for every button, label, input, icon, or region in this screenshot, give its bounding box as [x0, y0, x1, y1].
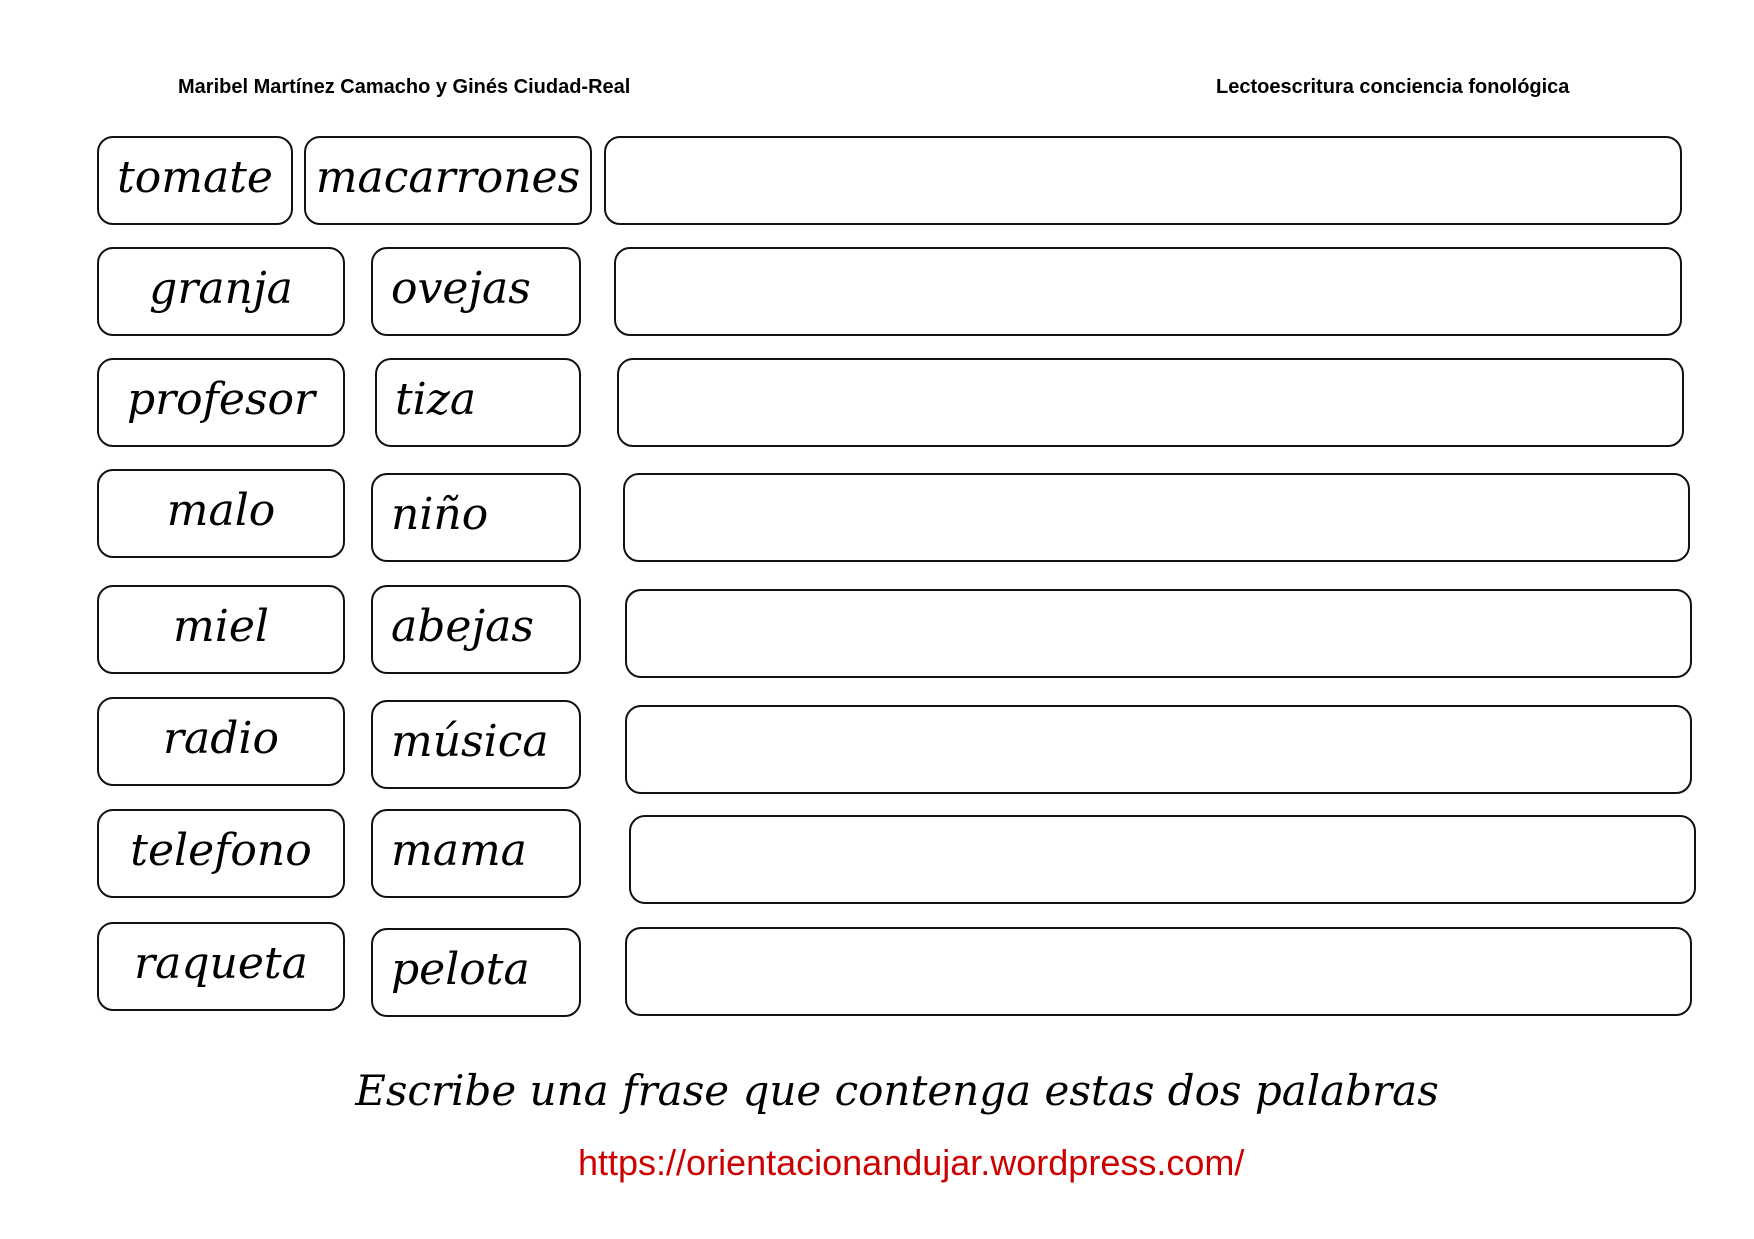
word-box-1-left: [97, 136, 293, 225]
word-3-left: profesor: [126, 373, 316, 425]
word-box-6-left: [97, 697, 345, 786]
word-6-left: radio: [163, 712, 279, 764]
word-2-right: ovejas: [391, 262, 531, 314]
word-8-left: raqueta: [134, 937, 308, 989]
instruction-text: Escribe una frase que contenga estas dos palabras: [355, 1066, 1439, 1115]
word-box-4-right: [371, 473, 581, 562]
word-box-1-right: [304, 136, 592, 225]
answer-box-7[interactable]: [629, 815, 1696, 904]
word-box-5-left: [97, 585, 345, 674]
answer-box-6[interactable]: [625, 705, 1692, 794]
word-3-right: tiza: [395, 373, 477, 425]
answer-box-4[interactable]: [623, 473, 1690, 562]
answer-box-3[interactable]: [617, 358, 1684, 447]
word-box-8-right: [371, 928, 581, 1017]
word-box-2-right: [371, 247, 581, 336]
word-box-5-right: [371, 585, 581, 674]
word-box-6-right: [371, 700, 581, 789]
word-box-2-left: [97, 247, 345, 336]
word-4-left: malo: [166, 484, 276, 536]
word-box-8-left: [97, 922, 345, 1011]
answer-box-2[interactable]: [614, 247, 1682, 336]
word-2-left: granja: [149, 262, 293, 314]
word-7-right: mama: [391, 824, 527, 876]
header-authors: Maribel Martínez Camacho y Ginés Ciudad-Real: [178, 76, 631, 98]
word-6-right: música: [391, 715, 549, 767]
word-1-left: tomate: [117, 151, 273, 203]
answer-box-5[interactable]: [625, 589, 1692, 678]
word-4-right: niño: [391, 488, 489, 540]
word-box-3-left: [97, 358, 345, 447]
word-box-3-right: [375, 358, 581, 447]
answer-box-8[interactable]: [625, 927, 1692, 1016]
word-7-left: telefono: [130, 824, 312, 876]
word-5-right: abejas: [391, 600, 534, 652]
word-box-7-left: [97, 809, 345, 898]
answer-box-1[interactable]: [604, 136, 1682, 225]
website-link[interactable]: https://orientacionandujar.wordpress.com/: [578, 1142, 1245, 1183]
header-subject: Lectoescritura conciencia fonológica: [1216, 76, 1570, 98]
word-1-right: macarrones: [315, 151, 581, 203]
word-box-4-left: [97, 469, 345, 558]
word-box-7-right: [371, 809, 581, 898]
word-5-left: miel: [173, 600, 269, 652]
word-8-right: pelota: [391, 943, 530, 995]
